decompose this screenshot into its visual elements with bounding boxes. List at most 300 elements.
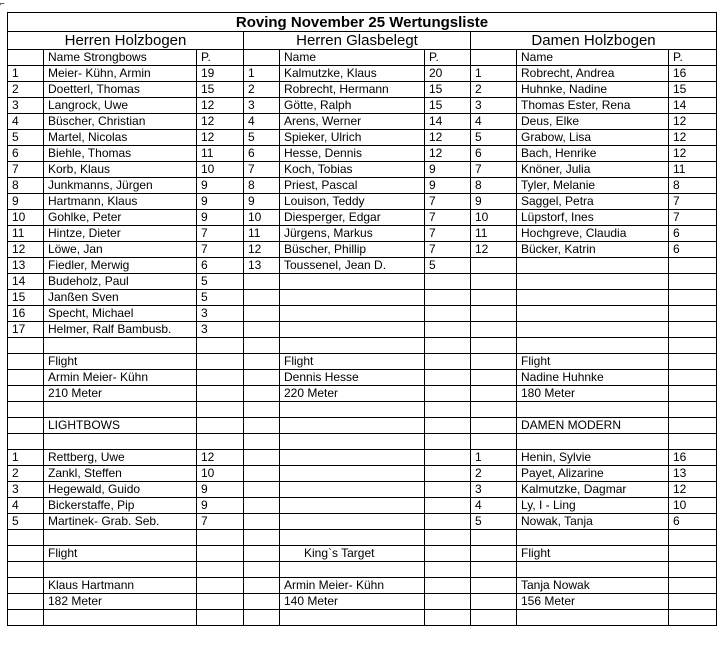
name-cell bbox=[280, 338, 425, 354]
rank-cell: 11 bbox=[244, 226, 280, 242]
points-cell bbox=[197, 530, 244, 546]
rank-cell: 5 bbox=[244, 130, 280, 146]
rank-cell: 3 bbox=[471, 98, 517, 114]
name-cell bbox=[280, 418, 425, 434]
name-cell: Flight bbox=[44, 546, 197, 562]
name-cell: King`s Target bbox=[280, 546, 425, 562]
rank-cell bbox=[8, 610, 44, 626]
name-cell: Huhnke, Nadine bbox=[517, 82, 669, 98]
rank-cell bbox=[8, 434, 44, 450]
table-row bbox=[8, 226, 717, 242]
points-cell bbox=[669, 530, 717, 546]
rank-cell bbox=[244, 498, 280, 514]
table-row bbox=[8, 370, 717, 386]
points-cell: 7 bbox=[425, 226, 471, 242]
rank-cell bbox=[244, 322, 280, 338]
name-cell: 156 Meter bbox=[517, 594, 669, 610]
page-title: Roving November 25 Wertungsliste bbox=[8, 13, 717, 32]
name-cell: Löwe, Jan bbox=[44, 242, 197, 258]
name-cell: Doetterl, Thomas bbox=[44, 82, 197, 98]
table-row bbox=[8, 546, 717, 562]
rank-cell: 5 bbox=[471, 130, 517, 146]
rank-cell: 5 bbox=[8, 130, 44, 146]
name-cell bbox=[280, 466, 425, 482]
name-cell: Klaus Hartmann bbox=[44, 578, 197, 594]
name-cell: Hochgreve, Claudia bbox=[517, 226, 669, 242]
name-cell: Ly, I - Ling bbox=[517, 498, 669, 514]
table-row bbox=[8, 386, 717, 402]
points-cell bbox=[669, 562, 717, 578]
rank-cell bbox=[244, 402, 280, 418]
name-cell: Robrecht, Andrea bbox=[517, 66, 669, 82]
points-cell: 12 bbox=[425, 146, 471, 162]
points-cell: 12 bbox=[669, 146, 717, 162]
points-cell bbox=[425, 450, 471, 466]
table-row bbox=[8, 578, 717, 594]
points-cell bbox=[669, 594, 717, 610]
name-header-cell: Name Strongbows bbox=[44, 50, 197, 66]
points-cell bbox=[197, 578, 244, 594]
name-cell bbox=[517, 258, 669, 274]
rank-cell bbox=[471, 530, 517, 546]
table-row bbox=[8, 322, 717, 338]
points-cell bbox=[197, 610, 244, 626]
points-cell: 15 bbox=[425, 82, 471, 98]
points-cell: 15 bbox=[425, 98, 471, 114]
rank-cell: 1 bbox=[244, 66, 280, 82]
name-cell bbox=[280, 450, 425, 466]
points-cell: 16 bbox=[669, 66, 717, 82]
points-cell bbox=[669, 434, 717, 450]
name-cell: Specht, Michael bbox=[44, 306, 197, 322]
points-cell bbox=[197, 434, 244, 450]
name-cell: Götte, Ralph bbox=[280, 98, 425, 114]
name-cell bbox=[44, 610, 197, 626]
points-cell: 10 bbox=[197, 162, 244, 178]
name-cell: Henin, Sylvie bbox=[517, 450, 669, 466]
rank-cell: 5 bbox=[8, 514, 44, 530]
rank-cell: 8 bbox=[244, 178, 280, 194]
table-row bbox=[8, 306, 717, 322]
rank-header-cell bbox=[244, 50, 280, 66]
points-cell bbox=[425, 322, 471, 338]
rank-cell bbox=[471, 434, 517, 450]
rank-cell: 7 bbox=[8, 162, 44, 178]
rank-cell bbox=[244, 354, 280, 370]
table-row bbox=[8, 82, 717, 98]
name-cell: Knöner, Julia bbox=[517, 162, 669, 178]
rank-cell bbox=[471, 402, 517, 418]
points-header-cell: P. bbox=[197, 50, 244, 66]
rank-cell: 8 bbox=[471, 178, 517, 194]
rank-cell: 9 bbox=[8, 194, 44, 210]
points-cell bbox=[197, 594, 244, 610]
name-cell bbox=[517, 610, 669, 626]
rank-cell bbox=[244, 530, 280, 546]
points-cell bbox=[425, 610, 471, 626]
points-cell: 12 bbox=[425, 130, 471, 146]
points-cell bbox=[425, 306, 471, 322]
points-cell bbox=[197, 418, 244, 434]
rank-cell bbox=[8, 594, 44, 610]
rank-cell: 10 bbox=[471, 210, 517, 226]
rank-cell: 9 bbox=[471, 194, 517, 210]
name-cell: Hartmann, Klaus bbox=[44, 194, 197, 210]
points-cell: 6 bbox=[669, 514, 717, 530]
rank-cell: 4 bbox=[244, 114, 280, 130]
rank-cell bbox=[471, 386, 517, 402]
rank-cell: 4 bbox=[8, 114, 44, 130]
rank-cell: 6 bbox=[8, 146, 44, 162]
section-header-herren-holzbogen: Herren Holzbogen bbox=[8, 32, 244, 50]
rank-cell bbox=[8, 562, 44, 578]
points-cell: 7 bbox=[425, 242, 471, 258]
rank-cell: 1 bbox=[471, 66, 517, 82]
name-cell bbox=[280, 402, 425, 418]
rank-cell: 11 bbox=[8, 226, 44, 242]
name-cell: Korb, Klaus bbox=[44, 162, 197, 178]
table-row bbox=[8, 514, 717, 530]
points-cell: 3 bbox=[197, 306, 244, 322]
section-header-row bbox=[8, 32, 717, 50]
name-cell bbox=[280, 306, 425, 322]
table-row bbox=[8, 610, 717, 626]
title-row bbox=[8, 13, 717, 32]
rank-cell: 2 bbox=[471, 82, 517, 98]
points-cell bbox=[425, 290, 471, 306]
name-cell: Bücker, Katrin bbox=[517, 242, 669, 258]
points-cell: 6 bbox=[197, 258, 244, 274]
name-cell bbox=[517, 562, 669, 578]
points-cell: 7 bbox=[669, 210, 717, 226]
rank-cell bbox=[471, 562, 517, 578]
table-row bbox=[8, 498, 717, 514]
points-cell: 7 bbox=[425, 210, 471, 226]
rank-cell bbox=[244, 578, 280, 594]
points-cell: 12 bbox=[197, 130, 244, 146]
table-row bbox=[8, 162, 717, 178]
name-cell bbox=[280, 434, 425, 450]
points-cell bbox=[197, 370, 244, 386]
points-cell: 7 bbox=[425, 194, 471, 210]
name-cell bbox=[280, 530, 425, 546]
points-cell bbox=[669, 338, 717, 354]
name-cell: Dennis Hesse bbox=[280, 370, 425, 386]
name-cell: 182 Meter bbox=[44, 594, 197, 610]
name-cell: Flight bbox=[517, 546, 669, 562]
name-cell bbox=[44, 562, 197, 578]
points-cell: 9 bbox=[197, 482, 244, 498]
name-cell: Bickerstaffe, Pip bbox=[44, 498, 197, 514]
rank-cell: 3 bbox=[471, 482, 517, 498]
rank-cell: 8 bbox=[8, 178, 44, 194]
rank-cell bbox=[244, 450, 280, 466]
rank-cell bbox=[244, 274, 280, 290]
rank-cell: 13 bbox=[8, 258, 44, 274]
name-cell: Flight bbox=[517, 354, 669, 370]
name-cell: Armin Meier- Kühn bbox=[280, 578, 425, 594]
name-cell: Arens, Werner bbox=[280, 114, 425, 130]
points-cell: 9 bbox=[425, 178, 471, 194]
rank-cell: 4 bbox=[8, 498, 44, 514]
points-cell: 12 bbox=[669, 130, 717, 146]
rank-cell bbox=[471, 418, 517, 434]
name-cell: Fiedler, Merwig bbox=[44, 258, 197, 274]
table-row bbox=[8, 418, 717, 434]
rank-header-cell bbox=[471, 50, 517, 66]
table-row bbox=[8, 530, 717, 546]
name-cell bbox=[280, 610, 425, 626]
rank-cell bbox=[471, 322, 517, 338]
name-cell: Flight bbox=[44, 354, 197, 370]
rank-cell bbox=[8, 418, 44, 434]
table-row bbox=[8, 434, 717, 450]
table-row bbox=[8, 482, 717, 498]
points-cell: 16 bbox=[669, 450, 717, 466]
points-cell: 14 bbox=[669, 98, 717, 114]
rank-cell: 9 bbox=[244, 194, 280, 210]
rank-cell bbox=[471, 578, 517, 594]
points-cell bbox=[425, 466, 471, 482]
table-row bbox=[8, 450, 717, 466]
points-cell bbox=[425, 386, 471, 402]
rank-cell bbox=[471, 290, 517, 306]
points-cell bbox=[425, 402, 471, 418]
name-cell bbox=[44, 338, 197, 354]
rank-cell: 4 bbox=[471, 498, 517, 514]
points-cell bbox=[197, 562, 244, 578]
points-cell: 6 bbox=[669, 242, 717, 258]
rank-cell: 2 bbox=[471, 466, 517, 482]
name-cell bbox=[517, 322, 669, 338]
points-header-cell: P. bbox=[425, 50, 471, 66]
name-cell bbox=[517, 338, 669, 354]
rank-cell bbox=[244, 370, 280, 386]
table-row bbox=[8, 242, 717, 258]
table-row bbox=[8, 290, 717, 306]
name-cell bbox=[280, 322, 425, 338]
points-cell: 7 bbox=[197, 242, 244, 258]
rank-cell bbox=[244, 418, 280, 434]
name-cell: Grabow, Lisa bbox=[517, 130, 669, 146]
name-cell: LIGHTBOWS bbox=[44, 418, 197, 434]
table-row bbox=[8, 146, 717, 162]
rank-cell bbox=[471, 370, 517, 386]
points-cell: 13 bbox=[669, 466, 717, 482]
name-cell: Thomas Ester, Rena bbox=[517, 98, 669, 114]
table-row bbox=[8, 130, 717, 146]
points-cell bbox=[197, 402, 244, 418]
points-cell bbox=[425, 578, 471, 594]
name-cell: Martel, Nicolas bbox=[44, 130, 197, 146]
rank-cell: 4 bbox=[471, 114, 517, 130]
table-row bbox=[8, 210, 717, 226]
name-cell bbox=[44, 434, 197, 450]
name-cell: Kalmutzke, Klaus bbox=[280, 66, 425, 82]
rank-cell: 11 bbox=[471, 226, 517, 242]
rank-cell bbox=[471, 274, 517, 290]
name-cell: Louison, Teddy bbox=[280, 194, 425, 210]
rank-cell: 3 bbox=[244, 98, 280, 114]
corner-marker-icon: ⌐ bbox=[0, 0, 5, 8]
name-cell: Hintze, Dieter bbox=[44, 226, 197, 242]
name-cell: Diesperger, Edgar bbox=[280, 210, 425, 226]
section-header-herren-glasbelegt: Herren Glasbelegt bbox=[244, 32, 471, 50]
points-cell: 3 bbox=[197, 322, 244, 338]
table-row bbox=[8, 354, 717, 370]
column-header-row bbox=[8, 50, 717, 66]
points-cell bbox=[197, 354, 244, 370]
points-cell bbox=[425, 530, 471, 546]
points-cell: 15 bbox=[669, 82, 717, 98]
rank-cell bbox=[8, 530, 44, 546]
points-cell: 12 bbox=[197, 450, 244, 466]
name-cell bbox=[280, 274, 425, 290]
name-cell: Flight bbox=[280, 354, 425, 370]
points-cell bbox=[669, 402, 717, 418]
rank-cell: 5 bbox=[471, 514, 517, 530]
points-cell bbox=[425, 274, 471, 290]
table-row bbox=[8, 466, 717, 482]
points-header-cell: P. bbox=[669, 50, 717, 66]
points-cell: 7 bbox=[197, 226, 244, 242]
points-cell bbox=[197, 546, 244, 562]
name-cell bbox=[280, 290, 425, 306]
points-cell: 12 bbox=[197, 114, 244, 130]
name-cell bbox=[517, 530, 669, 546]
rank-cell bbox=[471, 546, 517, 562]
rank-cell bbox=[471, 258, 517, 274]
points-cell: 5 bbox=[197, 290, 244, 306]
rank-cell: 16 bbox=[8, 306, 44, 322]
points-cell bbox=[669, 274, 717, 290]
name-cell bbox=[280, 562, 425, 578]
table-row bbox=[8, 114, 717, 130]
name-cell: Toussenel, Jean D. bbox=[280, 258, 425, 274]
name-cell: Priest, Pascal bbox=[280, 178, 425, 194]
rank-cell: 1 bbox=[8, 450, 44, 466]
points-cell bbox=[197, 386, 244, 402]
rank-cell: 3 bbox=[8, 98, 44, 114]
rank-header-cell bbox=[8, 50, 44, 66]
points-cell bbox=[669, 370, 717, 386]
points-cell: 5 bbox=[425, 258, 471, 274]
rank-cell: 12 bbox=[471, 242, 517, 258]
points-cell: 9 bbox=[197, 194, 244, 210]
points-cell bbox=[425, 498, 471, 514]
points-cell: 19 bbox=[197, 66, 244, 82]
name-cell: Biehle, Thomas bbox=[44, 146, 197, 162]
points-cell bbox=[425, 338, 471, 354]
points-cell bbox=[425, 354, 471, 370]
table-row bbox=[8, 194, 717, 210]
name-cell: Bach, Henrike bbox=[517, 146, 669, 162]
points-cell bbox=[669, 306, 717, 322]
rank-cell: 7 bbox=[471, 162, 517, 178]
rank-cell bbox=[471, 354, 517, 370]
points-cell: 11 bbox=[669, 162, 717, 178]
rank-cell bbox=[244, 594, 280, 610]
rank-cell bbox=[244, 514, 280, 530]
rank-cell: 14 bbox=[8, 274, 44, 290]
points-cell bbox=[425, 434, 471, 450]
name-cell: 180 Meter bbox=[517, 386, 669, 402]
rank-cell bbox=[244, 546, 280, 562]
name-cell bbox=[517, 434, 669, 450]
points-cell bbox=[197, 338, 244, 354]
name-cell: Meier- Kühn, Armin bbox=[44, 66, 197, 82]
points-cell: 12 bbox=[669, 114, 717, 130]
points-cell bbox=[669, 546, 717, 562]
table-row bbox=[8, 178, 717, 194]
name-cell: Deus, Elke bbox=[517, 114, 669, 130]
name-cell: Tyler, Melanie bbox=[517, 178, 669, 194]
rank-cell bbox=[244, 386, 280, 402]
score-table bbox=[7, 12, 717, 626]
points-cell: 9 bbox=[425, 162, 471, 178]
rank-cell bbox=[244, 434, 280, 450]
name-cell: Rettberg, Uwe bbox=[44, 450, 197, 466]
name-cell: Tanja Nowak bbox=[517, 578, 669, 594]
points-cell bbox=[669, 354, 717, 370]
rank-cell bbox=[471, 610, 517, 626]
table-row bbox=[8, 274, 717, 290]
points-cell: 10 bbox=[197, 466, 244, 482]
points-cell bbox=[669, 258, 717, 274]
points-cell: 7 bbox=[669, 194, 717, 210]
points-cell: 12 bbox=[669, 482, 717, 498]
name-cell: Nadine Huhnke bbox=[517, 370, 669, 386]
points-cell: 14 bbox=[425, 114, 471, 130]
name-cell: 210 Meter bbox=[44, 386, 197, 402]
points-cell: 6 bbox=[669, 226, 717, 242]
name-cell: Janßen Sven bbox=[44, 290, 197, 306]
name-header-cell: Name bbox=[517, 50, 669, 66]
name-cell: Spieker, Ulrich bbox=[280, 130, 425, 146]
rank-cell bbox=[244, 482, 280, 498]
points-cell: 12 bbox=[197, 98, 244, 114]
rank-cell bbox=[244, 610, 280, 626]
rank-cell: 6 bbox=[244, 146, 280, 162]
table-row bbox=[8, 402, 717, 418]
points-cell bbox=[669, 290, 717, 306]
points-cell bbox=[425, 370, 471, 386]
name-cell: Lüpstorf, Ines bbox=[517, 210, 669, 226]
points-cell: 10 bbox=[669, 498, 717, 514]
points-cell bbox=[669, 578, 717, 594]
name-cell: Saggel, Petra bbox=[517, 194, 669, 210]
points-cell: 5 bbox=[197, 274, 244, 290]
name-cell: Koch, Tobias bbox=[280, 162, 425, 178]
rank-cell: 1 bbox=[471, 450, 517, 466]
name-cell: Jürgens, Markus bbox=[280, 226, 425, 242]
table-row bbox=[8, 338, 717, 354]
table-row bbox=[8, 562, 717, 578]
rank-cell: 13 bbox=[244, 258, 280, 274]
table-row bbox=[8, 258, 717, 274]
name-cell bbox=[517, 402, 669, 418]
points-cell bbox=[669, 322, 717, 338]
rank-cell bbox=[471, 306, 517, 322]
points-cell bbox=[425, 546, 471, 562]
name-cell: Gohlke, Peter bbox=[44, 210, 197, 226]
name-cell: Nowak, Tanja bbox=[517, 514, 669, 530]
rank-cell: 2 bbox=[8, 466, 44, 482]
points-cell: 8 bbox=[669, 178, 717, 194]
name-cell: Büscher, Phillip bbox=[280, 242, 425, 258]
rank-cell: 2 bbox=[244, 82, 280, 98]
name-cell: Robrecht, Hermann bbox=[280, 82, 425, 98]
